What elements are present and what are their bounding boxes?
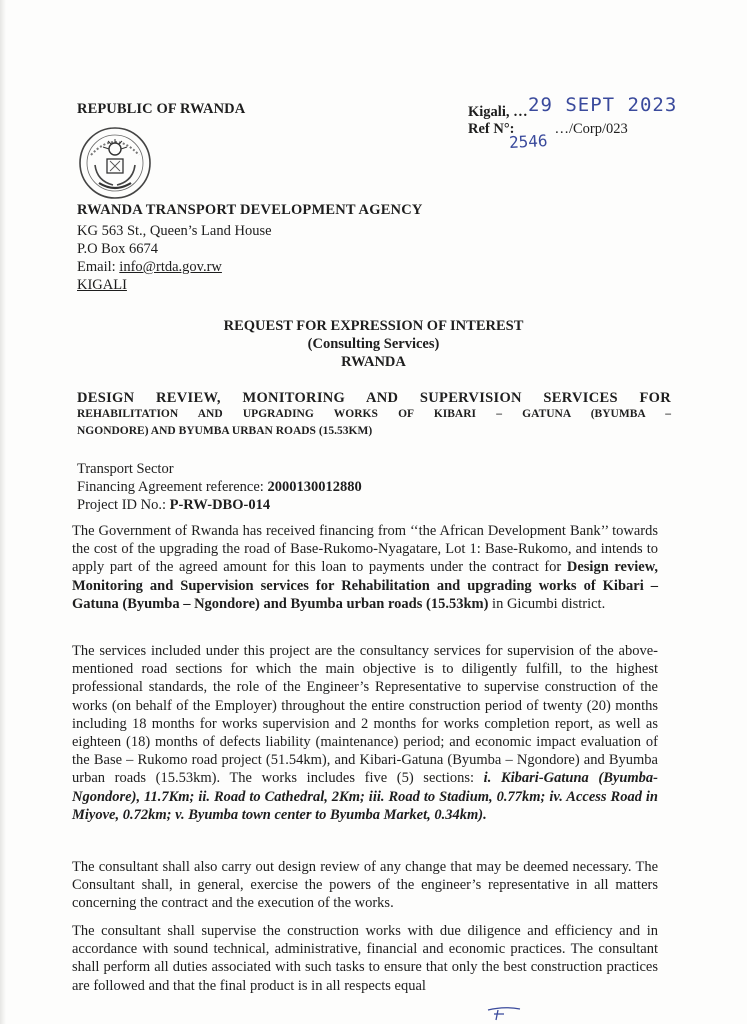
paragraph-text: The Government of Rwanda has received financing from ‘‘the African Development Bank’’ towards the cost of the upgrading the road of Base-Rukomo-Nyagatare, Lot 1: Base-Rukomo, and intends to apply part of the agreed amount for this loan to payments under the contract for [72, 523, 658, 576]
financing-reference: 2000130012880 [267, 479, 362, 495]
agency-name: RWANDA TRANSPORT DEVELOPMENT AGENCY [77, 202, 423, 218]
reference-line [468, 121, 628, 138]
agency-address: KG 563 St., Queen’s Land House [77, 223, 272, 239]
email-link[interactable]: info@rtda.gov.rw [119, 259, 222, 275]
paragraph-design-review [72, 858, 658, 913]
agency-email-line [77, 258, 222, 276]
project-id: P-RW-DBO-014 [169, 497, 271, 513]
road-sections-list: i. Kibari-Gatuna (Byumba-Ngondore), 11.7Km; ii. Road to Cathedral, 2Km; iii. Road to Stadium, 0.77km; iv. Access Road in Miyove, 0.72km; v. Byumba town center to Byumba Market, 0.34km). [72, 770, 658, 823]
sector-line: Transport Sector [77, 461, 174, 477]
ref-suffix: …/Corp/023 [554, 121, 628, 137]
paragraph-text: in Gicumbi district. [488, 595, 606, 612]
paragraph-services [72, 642, 658, 824]
project-title-line3: NGONDORE) AND BYUMBA URBAN ROADS (15.53KM) [77, 425, 373, 437]
page-edge-shadow [0, 0, 6, 1024]
paragraph-supervision [72, 922, 658, 995]
project-title-line1: DESIGN REVIEW, MONITORING AND SUPERVISION SERVICES FOR [77, 390, 671, 406]
handwritten-initial-mark-icon [484, 1006, 524, 1022]
agency-city: KIGALI [77, 277, 127, 293]
document-title: REQUEST FOR EXPRESSION OF INTEREST [223, 318, 524, 334]
document-country: RWANDA [341, 354, 406, 370]
contract-name: Design review, Monitoring and Supervision services for Rehabilitation and upgrading works of Kibari – Gatuna (Byumba – Ngondore) and Byumba urban roads (15.53km) [72, 559, 659, 612]
email-label: Email: [77, 259, 120, 275]
agency-po-box: P.O Box 6674 [77, 241, 158, 257]
project-id-label: Project ID No.: [77, 497, 170, 513]
paragraph-text: The services included under this project are the consultancy services for supervision of the above- mentioned road sections for which the main objective is to diligently fulfill, to the highest professional standards, the role of the Engineer’s Representative to supervise construction of the works (on behalf of the Employer) throughout the entire construction period of twenty (20) months including 18 months for works supervision and 2 months for works completion report, as well as eighteen (18) months of defects liability (maintenance) period; and economic impact evaluation of the Base – Rukomo road project (51.54km), and Kibari-Gatuna (Byumba – Ngondore) and Byumba urban roads (15.53km). The works includes five (5) sections: [72, 643, 658, 787]
paragraph-financing [72, 522, 658, 613]
rwanda-coat-of-arms-seal-icon [77, 125, 153, 201]
date-stamp: 29 SEPT 2023 [528, 94, 678, 116]
paragraph-text: The consultant shall also carry out design review of any change that may be deemed necessary. The Consultant shall, in general, exercise the powers of the engineer’s representative in all matters concerning the contract and the execution of the works. [72, 859, 658, 912]
project-id-line [77, 496, 270, 514]
paragraph-text: The consultant shall supervise the construction works with due diligence and efficiency and in accordance with sound technical, administrative, financial and economic practices. The consultant shall perform all duties associated with such tasks to ensure that only the best construction practices are followed and that the final product is in all respects equal [72, 923, 658, 994]
country-name: REPUBLIC OF RWANDA [77, 101, 246, 117]
document-subtitle: (Consulting Services) [307, 336, 440, 352]
financing-line [77, 478, 362, 496]
project-title-line2: REHABILITATION AND UPGRADING WORKS OF KIBARI – GATUNA (BYUMBA – [77, 408, 671, 420]
handwritten-ref-number: 2546 [508, 131, 549, 152]
financing-label: Financing Agreement reference: [77, 479, 268, 495]
location-prefix: Kigali, … [468, 104, 528, 120]
ref-prefix: Ref N°: [468, 121, 515, 137]
